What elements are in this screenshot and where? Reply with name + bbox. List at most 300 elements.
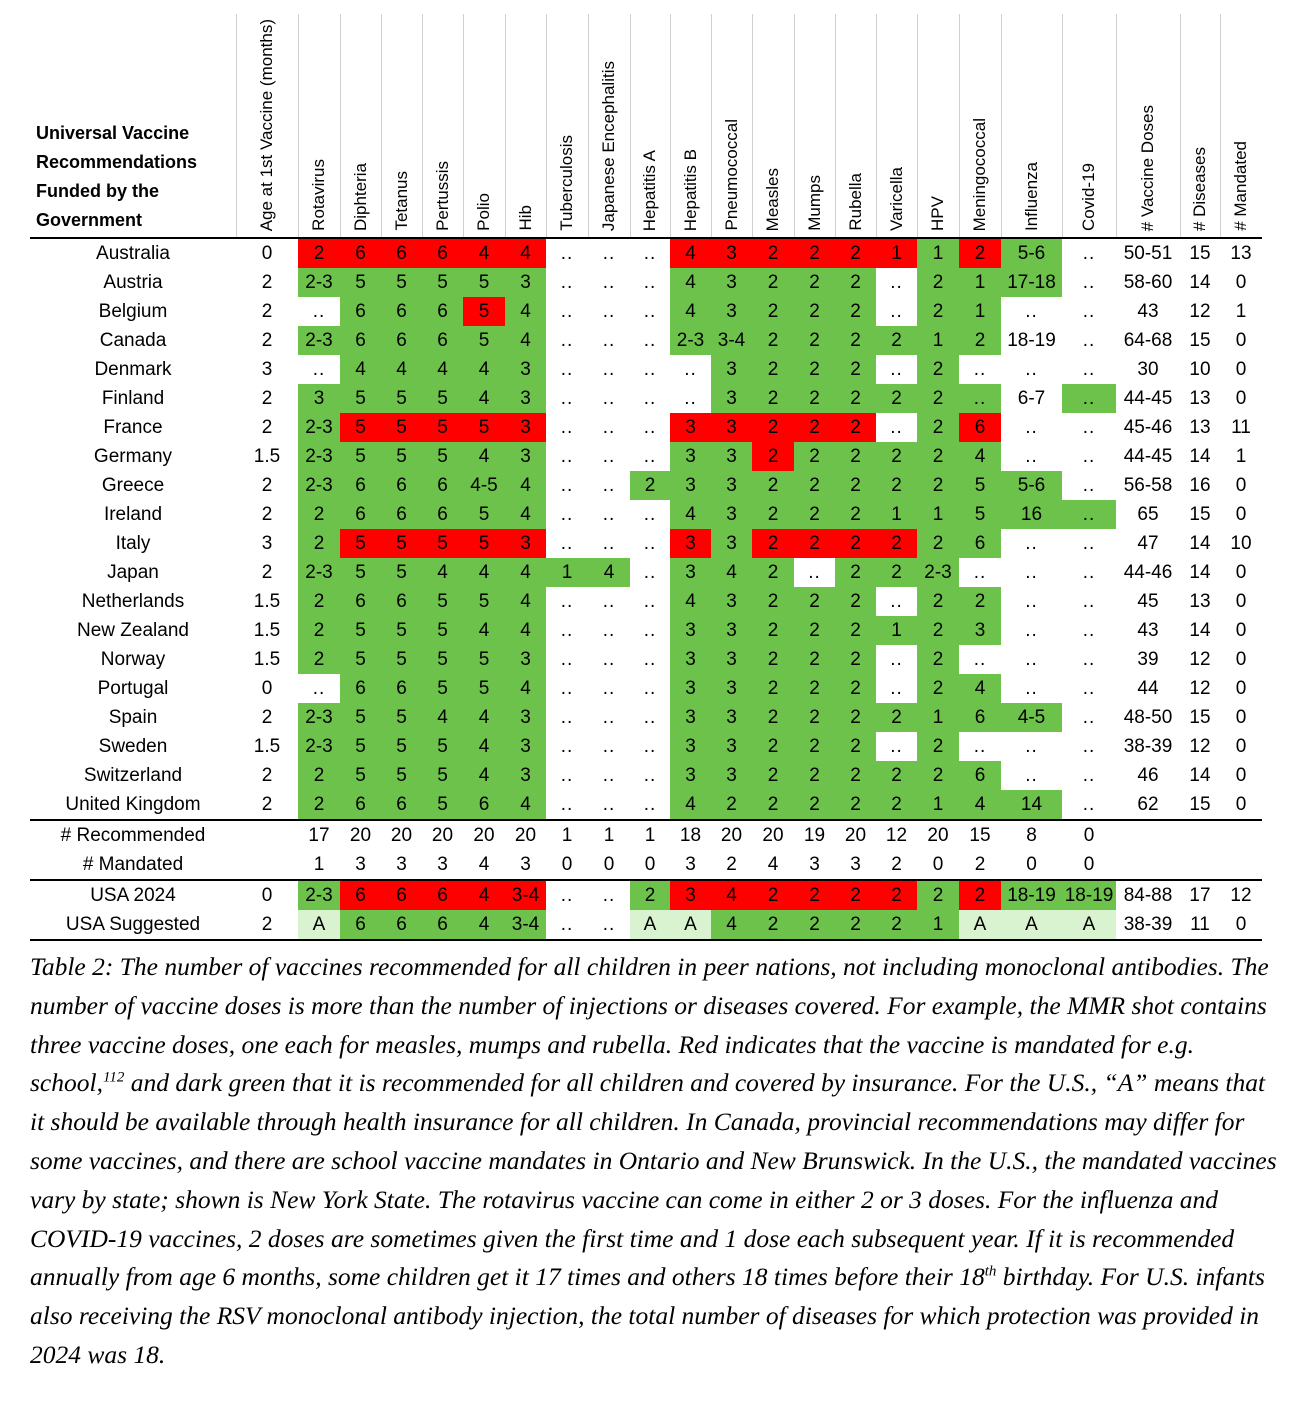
table-cell: 6 (340, 297, 381, 326)
table-cell: 2 (794, 910, 835, 940)
table-cell: 2 (752, 471, 794, 500)
table-cell: 2 (236, 413, 298, 442)
table-cell: 6 (422, 880, 463, 910)
table-cell: .. (588, 616, 630, 645)
table-cell: .. (588, 529, 630, 558)
table-row (30, 529, 1262, 558)
table-cell: 0 (1220, 326, 1262, 355)
table-cell: 10 (1220, 529, 1262, 558)
table-cell: .. (959, 355, 1001, 384)
table-row (30, 268, 1262, 297)
row-label: Canada (99, 329, 167, 351)
table-cell: 4 (505, 558, 546, 587)
table-cell: 0 (236, 238, 298, 268)
table-cell: 3 (711, 703, 752, 732)
table-cell: 3 (236, 355, 298, 384)
table-cell: 1.5 (236, 442, 298, 471)
table-row (30, 500, 1262, 529)
table-cell: 3 (670, 529, 711, 558)
table-cell: 12 (1220, 880, 1262, 910)
table-cell: 2 (752, 500, 794, 529)
table-cell: 14 (1180, 442, 1220, 471)
table-cell: .. (1062, 674, 1116, 703)
table-cell: 6 (463, 790, 505, 820)
table-cell: .. (546, 910, 588, 940)
table-cell: 1 (959, 297, 1001, 326)
table-row (30, 238, 1262, 268)
table-cell: 2 (794, 880, 835, 910)
table-cell: 20 (711, 820, 752, 850)
column-header-label: HPV (928, 196, 947, 231)
column-header (381, 14, 422, 238)
row-label: Austria (103, 271, 163, 293)
table-cell: 6 (959, 413, 1001, 442)
table-cell: 0 (1062, 850, 1116, 880)
table-cell: .. (546, 500, 588, 529)
table-cell: 3 (670, 850, 711, 880)
table-cell: 6 (381, 880, 422, 910)
table-cell: 2 (794, 297, 835, 326)
table-cell: 2 (835, 471, 876, 500)
table-row (30, 703, 1262, 732)
table-cell (1220, 850, 1262, 880)
table-cell: 50-51 (1116, 238, 1180, 268)
table-cell: 4 (381, 355, 422, 384)
table-cell: 2 (835, 355, 876, 384)
table-cell: 2 (876, 910, 917, 940)
table-cell: 3 (711, 500, 752, 529)
table-cell: 45-46 (1116, 413, 1180, 442)
column-header-label: Tetanus (391, 171, 411, 231)
table-cell: 5 (340, 732, 381, 761)
table-cell: .. (1062, 413, 1116, 442)
table-cell: 2 (917, 674, 959, 703)
table-row (30, 471, 1262, 500)
table-cell: 5 (422, 645, 463, 674)
table-cell: .. (588, 326, 630, 355)
table-cell: 6 (340, 910, 381, 940)
table-cell: .. (1001, 616, 1062, 645)
table-cell: 5 (340, 413, 381, 442)
table-cell: 0 (236, 674, 298, 703)
table-cell: .. (546, 703, 588, 732)
table-cell: 0 (1220, 500, 1262, 529)
table-cell: 3 (505, 529, 546, 558)
row-label: # Recommended (30, 820, 236, 850)
column-header (505, 14, 546, 238)
table-cell: 2 (959, 880, 1001, 910)
table-cell: 5 (422, 413, 463, 442)
table-cell: 1 (876, 238, 917, 268)
table-cell: 3 (670, 442, 711, 471)
row-label: Finland (101, 387, 165, 409)
table-cell: 5 (422, 587, 463, 616)
table-cell: .. (630, 355, 670, 384)
caption-superscript-th: th (984, 1263, 997, 1280)
table-cell: 2 (794, 616, 835, 645)
table-cell: 2 (876, 790, 917, 820)
table-cell: 20 (422, 820, 463, 850)
table-cell: 2 (794, 326, 835, 355)
column-header-label: Covid-19 (1079, 162, 1098, 231)
table-cell: 17-18 (1001, 268, 1062, 297)
table-cell: 18 (670, 820, 711, 850)
table-cell: .. (588, 442, 630, 471)
table-cell: 17 (1180, 880, 1220, 910)
table-cell: 2 (876, 850, 917, 880)
table-cell: 2 (752, 761, 794, 790)
table-cell: .. (546, 268, 588, 297)
table-cell: 5 (340, 384, 381, 413)
table-cell: 6 (340, 326, 381, 355)
table-cell: 62 (1116, 790, 1180, 820)
table-cell: 2 (236, 326, 298, 355)
table-cell: A (298, 910, 340, 940)
table-cell: .. (959, 732, 1001, 761)
table-cell: 2 (835, 910, 876, 940)
table-cell: 4-5 (463, 471, 505, 500)
table-cell: 6 (340, 880, 381, 910)
table-cell: 0 (1001, 850, 1062, 880)
table-cell: 2 (236, 703, 298, 732)
table-cell: .. (959, 645, 1001, 674)
table-cell: 2 (794, 500, 835, 529)
table-cell: 58-60 (1116, 268, 1180, 297)
table-cell: 0 (1220, 703, 1262, 732)
table-cell (1116, 850, 1180, 880)
table-cell: .. (298, 297, 340, 326)
table-cell: 4 (505, 326, 546, 355)
table-cell: .. (546, 297, 588, 326)
table-cell: 2 (752, 732, 794, 761)
table-cell: 5 (422, 616, 463, 645)
table-cell: 4 (670, 500, 711, 529)
table-cell: 2 (236, 761, 298, 790)
table-cell: 4 (463, 238, 505, 268)
table-row (30, 355, 1262, 384)
table-cell: 18-19 (1062, 880, 1116, 910)
table-cell: .. (298, 355, 340, 384)
table-cell: 19 (794, 820, 835, 850)
table-cell: .. (1062, 238, 1116, 268)
header-row (30, 14, 1262, 238)
table-cell: 3 (505, 850, 546, 880)
row-label: Netherlands (81, 590, 185, 612)
table-cell: .. (1062, 790, 1116, 820)
table-cell: 5 (340, 442, 381, 471)
table-cell: 5 (381, 268, 422, 297)
column-header (588, 14, 630, 238)
table-cell: .. (546, 587, 588, 616)
table-cell: 2 (835, 880, 876, 910)
table-cell: 2 (298, 587, 340, 616)
table-cell: 2 (630, 471, 670, 500)
table-cell: 2 (917, 268, 959, 297)
column-header-label: Pneumococcal (721, 119, 741, 231)
table-cell: .. (1062, 442, 1116, 471)
column-header (422, 14, 463, 238)
table-cell: 15 (959, 820, 1001, 850)
table-cell: 15 (1180, 500, 1220, 529)
column-header-label: Varicella (886, 167, 906, 231)
table-cell: 44 (1116, 674, 1180, 703)
table-cell: 2 (876, 880, 917, 910)
table-cell: 17 (298, 820, 340, 850)
table-cell: 2 (794, 471, 835, 500)
table-cell: 3 (711, 413, 752, 442)
table-cell: 2-3 (917, 558, 959, 587)
table-cell: 15 (1180, 790, 1220, 820)
column-header (630, 14, 670, 238)
table-cell: 5 (422, 529, 463, 558)
table-cell: 2 (876, 471, 917, 500)
table-cell: 3 (298, 384, 340, 413)
table-cell: 1 (546, 558, 588, 587)
table-cell: .. (1001, 645, 1062, 674)
table-cell: 44-45 (1116, 384, 1180, 413)
table-cell: .. (876, 297, 917, 326)
table-cell: .. (630, 442, 670, 471)
table-cell: 4 (670, 238, 711, 268)
table-cell: .. (876, 413, 917, 442)
column-header-label: # Vaccine Doses (1138, 104, 1157, 231)
table-cell: 6 (422, 471, 463, 500)
table-cell: 45 (1116, 587, 1180, 616)
table-cell: 56-58 (1116, 471, 1180, 500)
table-cell: 12 (1180, 297, 1220, 326)
column-header (1116, 14, 1180, 238)
table-cell: 3 (505, 413, 546, 442)
table-cell: .. (794, 558, 835, 587)
table-cell: .. (1062, 587, 1116, 616)
table-cell: 2 (236, 910, 298, 940)
table-cell: 47 (1116, 529, 1180, 558)
table-cell: 2 (752, 268, 794, 297)
column-header (298, 14, 340, 238)
table-cell: 15 (1180, 703, 1220, 732)
table-cell: 3 (711, 238, 752, 268)
table-cell: .. (588, 761, 630, 790)
table-cell: 2 (794, 442, 835, 471)
table-cell: .. (588, 703, 630, 732)
row-label: USA Suggested (30, 910, 236, 940)
table-cell: A (630, 910, 670, 940)
table-cell: 5 (463, 297, 505, 326)
table-cell: 1.5 (236, 645, 298, 674)
column-header (959, 14, 1001, 238)
table-cell: 4 (463, 703, 505, 732)
table-cell: .. (588, 384, 630, 413)
table-cell: 2 (835, 674, 876, 703)
table-cell: .. (546, 471, 588, 500)
table-cell: .. (1062, 761, 1116, 790)
table-cell: .. (546, 238, 588, 268)
table-cell: 14 (1180, 268, 1220, 297)
table-cell: 5 (381, 384, 422, 413)
table-cell: 2 (835, 732, 876, 761)
table-cell: 3 (670, 732, 711, 761)
row-label: Spain (108, 706, 158, 728)
table-cell: 5 (422, 790, 463, 820)
table-cell: 4 (463, 558, 505, 587)
table-cell: 4-5 (1001, 703, 1062, 732)
table-cell: 4 (670, 297, 711, 326)
table-cell: 3 (711, 442, 752, 471)
table-cell: 5 (381, 616, 422, 645)
table-cell: 1 (298, 850, 340, 880)
table-cell: .. (588, 910, 630, 940)
table-cell: .. (1062, 500, 1116, 529)
table-cell: 6-7 (1001, 384, 1062, 413)
table-cell: 2 (752, 645, 794, 674)
table-cell: 3 (711, 645, 752, 674)
table-cell: .. (630, 761, 670, 790)
row-label: Norway (100, 648, 166, 670)
table-cell: .. (1062, 616, 1116, 645)
table-cell: 5 (340, 616, 381, 645)
table-cell: 6 (959, 703, 1001, 732)
table-cell: 3 (711, 297, 752, 326)
table-cell: .. (546, 326, 588, 355)
table-cell: 6 (340, 587, 381, 616)
table-cell: 20 (463, 820, 505, 850)
table-cell: 18-19 (1001, 880, 1062, 910)
row-label: Denmark (94, 358, 172, 380)
table-cell: 2 (236, 558, 298, 587)
table-cell: 3 (505, 645, 546, 674)
table-cell: 2 (876, 703, 917, 732)
table-cell: 4 (463, 384, 505, 413)
table-cell: 6 (381, 674, 422, 703)
table-cell: 65 (1116, 500, 1180, 529)
table-cell: 2 (794, 761, 835, 790)
table-cell: .. (588, 471, 630, 500)
table-cell: 3 (505, 761, 546, 790)
table-cell: 5 (463, 413, 505, 442)
table-cell: .. (630, 326, 670, 355)
table-cell: 12 (1180, 732, 1220, 761)
table-cell: 3 (711, 732, 752, 761)
table-cell: 5 (463, 587, 505, 616)
table-cell: 0 (1220, 645, 1262, 674)
table-cell: 6 (381, 238, 422, 268)
table-cell: .. (630, 268, 670, 297)
table-cell (236, 850, 298, 880)
table-cell: 3 (711, 268, 752, 297)
vaccine-table (30, 14, 1262, 941)
column-header-label: Measles (763, 167, 782, 231)
table-cell: 16 (1001, 500, 1062, 529)
table-cell: 6 (381, 297, 422, 326)
table-cell: 5 (463, 529, 505, 558)
table-cell: .. (1062, 355, 1116, 384)
table-cell: 5 (422, 384, 463, 413)
table-cell: .. (588, 238, 630, 268)
table-cell: 2 (835, 297, 876, 326)
table-cell: 6 (381, 326, 422, 355)
table-cell: .. (876, 268, 917, 297)
table-cell: 3 (505, 703, 546, 732)
table-cell: 6 (381, 910, 422, 940)
table-cell: 2 (298, 238, 340, 268)
table-cell: 2 (752, 790, 794, 820)
table-cell: .. (1001, 529, 1062, 558)
row-label: Japan (107, 561, 159, 583)
table-cell: 6 (340, 471, 381, 500)
table-cell: 4 (588, 558, 630, 587)
table-row (30, 413, 1262, 442)
table-cell: 11 (1180, 910, 1220, 940)
table-cell: .. (630, 413, 670, 442)
table-cell: .. (546, 529, 588, 558)
table-cell: 13 (1180, 413, 1220, 442)
table-cell: 0 (1220, 471, 1262, 500)
table-cell: 5 (381, 529, 422, 558)
table-cell: 5 (340, 703, 381, 732)
table-cell: 2 (794, 703, 835, 732)
table-cell: 20 (340, 820, 381, 850)
table-cell: 14 (1180, 558, 1220, 587)
table-cell: 5-6 (1001, 471, 1062, 500)
table-cell: 2 (752, 413, 794, 442)
column-header (1062, 14, 1116, 238)
table-cell: 2 (794, 238, 835, 268)
table-cell: 5 (381, 732, 422, 761)
table-cell: .. (588, 674, 630, 703)
table-cell: 20 (505, 820, 546, 850)
table-cell: 4 (711, 910, 752, 940)
table-cell: .. (1001, 413, 1062, 442)
table-cell: .. (1062, 529, 1116, 558)
table-cell: 6 (381, 500, 422, 529)
table-cell: 4 (959, 790, 1001, 820)
table-cell: .. (1001, 674, 1062, 703)
column-header-label: Hepatitis B (680, 148, 700, 231)
table-cell: 13 (1180, 587, 1220, 616)
table-cell: 1.5 (236, 616, 298, 645)
table-cell: 2 (835, 326, 876, 355)
row-label: Portugal (97, 677, 169, 699)
table-cell: 2 (752, 442, 794, 471)
table-cell: 2 (917, 413, 959, 442)
table-cell: 14 (1180, 616, 1220, 645)
table-cell: 0 (1220, 587, 1262, 616)
table-cell: 39 (1116, 645, 1180, 674)
table-cell: 20 (381, 820, 422, 850)
table-cell: 4 (670, 790, 711, 820)
column-header-label: Japanese Encephalitis (599, 60, 618, 231)
table-cell: 2 (752, 880, 794, 910)
column-header (546, 14, 588, 238)
table-cell: 3-4 (711, 326, 752, 355)
table-cell: 1 (630, 820, 670, 850)
table-cell: 1 (917, 703, 959, 732)
table-cell: 5 (381, 645, 422, 674)
table-cell: 44-46 (1116, 558, 1180, 587)
table-cell: 2 (236, 297, 298, 326)
table-cell: .. (630, 790, 670, 820)
table-cell: 48-50 (1116, 703, 1180, 732)
table-cell: 2 (876, 761, 917, 790)
table-cell: 2 (794, 674, 835, 703)
table-cell: 2 (876, 442, 917, 471)
table-cell: 5 (463, 268, 505, 297)
row-label: Germany (93, 445, 173, 467)
table-row (30, 732, 1262, 761)
table-cell: 2 (298, 616, 340, 645)
table-cell: 1 (917, 238, 959, 268)
table-cell: 4 (463, 355, 505, 384)
